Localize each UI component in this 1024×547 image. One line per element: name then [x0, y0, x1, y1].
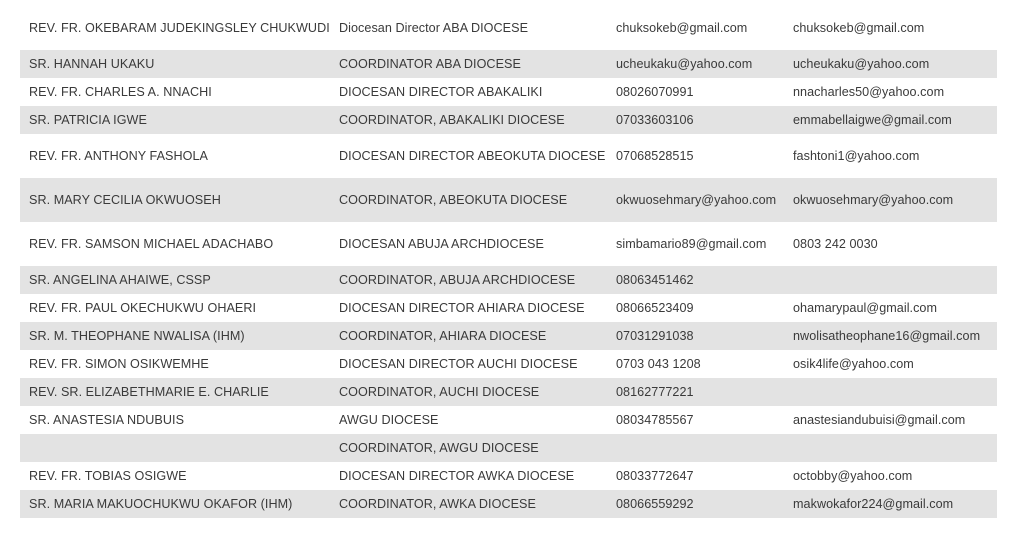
email-cell: emmabellaigwe@gmail.com: [784, 106, 997, 134]
directory-page: [20, 6, 997, 518]
table-row: [20, 350, 997, 378]
table-row: [20, 434, 997, 462]
phone-cell: 08063451462: [607, 266, 784, 294]
email-cell: 0803 242 0030: [793, 237, 878, 251]
email-cell: anastesiandubuisi@gmail.com: [793, 413, 966, 427]
phone-cell: 07033603106: [607, 106, 784, 134]
phone-cell: simbamario89@gmail.com: [616, 237, 767, 251]
role-cell: COORDINATOR ABA DIOCESE: [330, 50, 607, 78]
email-cell: makwokafor224@gmail.com: [784, 490, 997, 518]
email-cell: [784, 378, 997, 406]
phone-cell: 0703 043 1208: [616, 357, 701, 371]
table-row: [20, 106, 997, 134]
role-cell: DIOCESAN DIRECTOR AWKA DIOCESE: [339, 469, 575, 483]
email-cell: ucheukaku@yahoo.com: [784, 50, 997, 78]
email-cell: osik4life@yahoo.com: [793, 357, 914, 371]
name-cell: SR. PATRICIA IGWE: [20, 106, 330, 134]
name-cell: [20, 434, 330, 462]
role-cell: COORDINATOR, AHIARA DIOCESE: [330, 322, 607, 350]
email-cell: [784, 434, 997, 462]
email-cell: fashtoni1@yahoo.com: [793, 149, 920, 163]
role-cell: DIOCESAN DIRECTOR AUCHI DIOCESE: [339, 357, 578, 371]
role-cell: COORDINATOR, AWKA DIOCESE: [330, 490, 607, 518]
email-cell: okwuosehmary@yahoo.com: [784, 178, 997, 222]
email-cell: [784, 266, 997, 294]
role-cell: DIOCESAN DIRECTOR ABEOKUTA DIOCESE: [339, 149, 606, 163]
name-cell: REV. FR. TOBIAS OSIGWE: [29, 469, 187, 483]
email-cell: ohamarypaul@gmail.com: [793, 301, 938, 315]
role-cell: DIOCESAN DIRECTOR AHIARA DIOCESE: [339, 301, 585, 315]
table-row: [20, 6, 997, 50]
table-row: [20, 462, 997, 490]
role-cell: COORDINATOR, AUCHI DIOCESE: [330, 378, 607, 406]
table-row: [20, 266, 997, 294]
email-cell: nnacharles50@yahoo.com: [793, 85, 945, 99]
phone-cell: 07031291038: [607, 322, 784, 350]
contact-table: [20, 6, 997, 518]
name-cell: REV. FR. SIMON OSIKWEMHE: [29, 357, 209, 371]
table-row: [20, 406, 997, 434]
phone-cell: 08066559292: [607, 490, 784, 518]
phone-cell: chuksokeb@gmail.com: [616, 21, 748, 35]
phone-cell: [607, 434, 784, 462]
name-cell: REV. FR. ANTHONY FASHOLA: [29, 149, 208, 163]
name-cell: SR. ANASTESIA NDUBUIS: [29, 413, 185, 427]
email-cell: chuksokeb@gmail.com: [793, 21, 925, 35]
table-row: [20, 178, 997, 222]
name-cell: SR. HANNAH UKAKU: [20, 50, 330, 78]
name-cell: SR. M. THEOPHANE NWALISA (IHM): [20, 322, 330, 350]
name-cell: REV. FR. PAUL OKECHUKWU OHAERI: [29, 301, 257, 315]
name-cell: REV. FR. OKEBARAM JUDEKINGSLEY CHUKWUDI: [29, 21, 330, 35]
name-cell: SR. ANGELINA AHAIWE, CSSP: [20, 266, 330, 294]
table-row: [20, 222, 997, 266]
role-cell: DIOCESAN DIRECTOR ABAKALIKI: [339, 85, 543, 99]
email-cell: nwolisatheophane16@gmail.com: [784, 322, 997, 350]
role-cell: COORDINATOR, ABUJA ARCHDIOCESE: [330, 266, 607, 294]
table-row: [20, 490, 997, 518]
name-cell: SR. MARY CECILIA OKWUOSEH: [20, 178, 330, 222]
table-row: [20, 322, 997, 350]
phone-cell: 08034785567: [616, 413, 694, 427]
table-row: [20, 378, 997, 406]
phone-cell: 07068528515: [616, 149, 694, 163]
phone-cell: 08066523409: [616, 301, 694, 315]
table-row: [20, 134, 997, 178]
role-cell: DIOCESAN ABUJA ARCHDIOCESE: [339, 237, 544, 251]
role-cell: AWGU DIOCESE: [339, 413, 439, 427]
name-cell: REV. FR. CHARLES A. NNACHI: [29, 85, 212, 99]
phone-cell: 08162777221: [607, 378, 784, 406]
table-row: [20, 78, 997, 106]
phone-cell: 08026070991: [616, 85, 694, 99]
role-cell: COORDINATOR, ABEOKUTA DIOCESE: [330, 178, 607, 222]
name-cell: REV. SR. ELIZABETHMARIE E. CHARLIE: [20, 378, 330, 406]
phone-cell: 08033772647: [616, 469, 694, 483]
email-cell: octobby@yahoo.com: [793, 469, 913, 483]
name-cell: SR. MARIA MAKUOCHUKWU OKAFOR (IHM): [20, 490, 330, 518]
table-row: [20, 294, 997, 322]
phone-cell: okwuosehmary@yahoo.com: [607, 178, 784, 222]
phone-cell: ucheukaku@yahoo.com: [607, 50, 784, 78]
table-row: [20, 50, 997, 78]
role-cell: COORDINATOR, ABAKALIKI DIOCESE: [330, 106, 607, 134]
role-cell: COORDINATOR, AWGU DIOCESE: [330, 434, 607, 462]
name-cell: REV. FR. SAMSON MICHAEL ADACHABO: [29, 237, 274, 251]
role-cell: Diocesan Director ABA DIOCESE: [339, 21, 529, 35]
